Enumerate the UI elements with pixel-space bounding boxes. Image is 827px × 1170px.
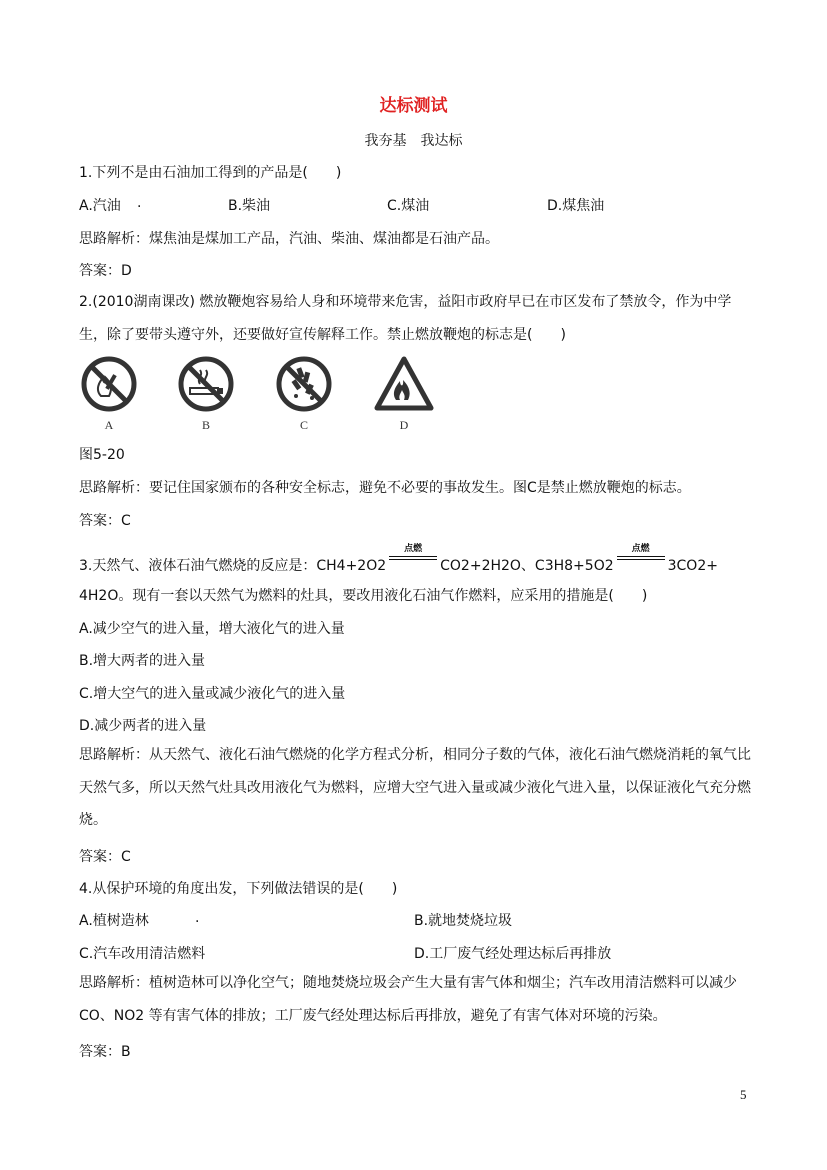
q4-option-a: A.植树造林 [79,913,149,929]
q3-eq-part2: CO2+2H2O、C3H8+5O2 [440,558,614,574]
q2-stem: 2.(2010湖南课改) 燃放鞭炮容易给人身和环境带来危害，益阳市政府早已在市区发布了禁放令，作为中学生，除了要带头遵守外，还要做好宣传解释工作。禁止燃放鞭炮的标志是( ) [79,294,732,343]
page-subtitle: 我夯基 我达标 [364,133,463,149]
no-smoking-icon [176,356,236,416]
sign-a [79,356,139,436]
sign-b [176,356,236,436]
sign-label-d: D [399,418,409,432]
q3-option-a: A.减少空气的进入量，增大液化气的进入量 [79,621,345,637]
q2-answer: 答案：C [79,513,131,529]
q4-stray-dot: . [195,910,200,926]
no-firecracker-icon [274,356,334,416]
q1-answer: 答案：D [79,263,132,279]
q4-stem: 4.从保护环境的角度出发，下列做法错误的是( ) [79,881,398,897]
q3-eq-part3: 3CO2+ [667,558,718,574]
q4-answer: 答案：B [79,1044,131,1060]
q4-option-b: B.就地焚烧垃圾 [414,913,513,929]
reaction-condition-2: 点燃 [631,544,650,554]
sign-d [374,356,434,436]
reaction-arrow-2 [615,544,667,570]
q3-option-c: C.增大空气的进入量或减少液化气的进入量 [79,686,346,702]
q1-analysis: 思路解析：煤焦油是煤加工产品，汽油、柴油、煤油都是石油产品。 [79,231,499,247]
q2-analysis: 思路解析：要记住国家颁布的各种安全标志，避免不必要的事故发生。图C是禁止燃放鞭炮的标志。 [79,480,691,496]
q1-option-c: C.煤油 [387,198,430,214]
q1-option-a: A.汽油 [79,198,121,214]
q1-option-b: B.柴油 [228,198,271,214]
q2-figure-label: 图5-20 [79,447,125,463]
flammable-warning-icon [374,356,434,416]
q3-equation-line [79,544,718,578]
sign-label-b: B [201,418,210,432]
sign-c [274,356,334,436]
page-number: 5 [740,1087,747,1102]
sign-label-a: A [104,418,114,432]
q4-option-c: C.汽车改用清洁燃料 [79,946,206,962]
reaction-condition-1: 点燃 [404,544,423,554]
q3-option-d: D.减少两者的进入量 [79,718,207,734]
q1-option-d: D.煤焦油 [547,198,605,214]
q3-eq-part1: 3.天然气、液体石油气燃烧的反应是：CH4+2O2 [79,558,387,574]
q1-stray-dot: . [137,195,142,211]
q4-analysis: 思路解析：植树造林可以净化空气；随地焚烧垃圾会产生大量有害气体和烟尘；汽车改用清洁燃料可以减少CO、NO2 等有害气体的排放；工厂废气经处理达标后再排放，避免了有害气体对环境的污染。 [79,975,737,1024]
q3-answer: 答案：C [79,849,131,865]
no-fire-icon [79,356,139,416]
q3-option-b: B.增大两者的进入量 [79,653,206,669]
q3-stem-continued: 4H2O。现有一套以天然气为燃料的灶具，要改用液化石油气作燃料，应采用的措施是( ) [79,588,648,604]
q4-option-d: D.工厂废气经处理达标后再排放 [414,946,612,962]
reaction-arrow-1 [387,544,439,570]
q2-sign-figure [79,356,439,436]
q1-stem: 1.下列不是由石油加工得到的产品是( ) [79,165,342,181]
sign-label-c: C [299,418,308,432]
q3-analysis: 思路解析：从天然气、液化石油气燃烧的化学方程式分析，相同分子数的气体，液化石油气燃烧消耗的氧气比天然气多，所以天然气灶具改用液化气为燃料，应增大空气进入量或减少液化气进入量，以保证液化气充分燃烧。 [79,747,751,828]
page-title: 达标测试 [379,96,448,116]
